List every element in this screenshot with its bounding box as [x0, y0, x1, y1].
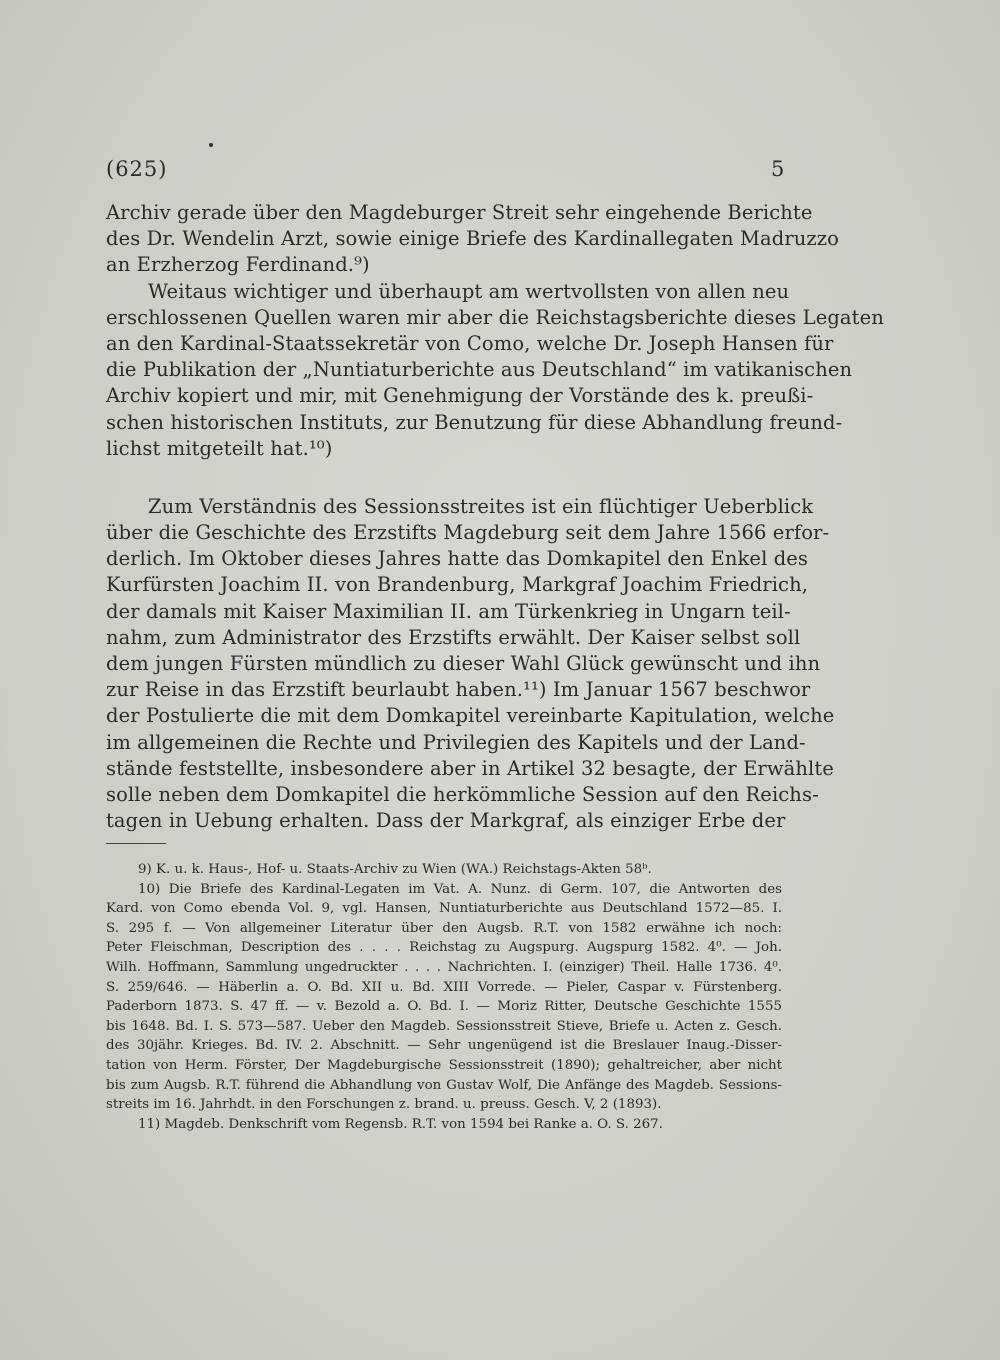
- text-line: schen historischen Instituts, zur Benutzung für diese Abhandlung freund-: [106, 410, 843, 434]
- text-line: zur Reise in das Erzstift beurlaubt haben.¹¹) Im Januar 1567 beschwor: [106, 678, 811, 702]
- footnote-line: tation von Herm. Förster, Der Magdeburgische Sessionsstreit (1890); gehaltreicher, aber nicht: [106, 1057, 782, 1073]
- text-line: dem jungen Fürsten mündlich zu dieser Wahl Glück gewünscht und ihn: [106, 652, 821, 675]
- text-line: des Dr. Wendelin Arzt, sowie einige Briefe des Kardinallegaten Madruzzo: [106, 227, 839, 251]
- text-line: solle neben dem Domkapitel die herkömmliche Session auf den Reichs-: [106, 782, 819, 806]
- text-line: an den Kardinal-Staatssekretär von Como, welche Dr. Joseph Hansen für: [106, 331, 834, 355]
- body-text: [106, 200, 884, 834]
- footnote-line: S. 259/646. — Häberlin a. O. Bd. XII u. Bd. XIII Vorrede. — Pieler, Caspar v. Fürstenberg.: [106, 979, 782, 995]
- footnotes: [106, 860, 782, 1134]
- text-line: lichst mitgeteilt hat.¹⁰): [106, 436, 333, 460]
- footnote-line: bis zum Augsb. R.T. führend die Abhandlung von Gustav Wolf, Die Anfänge des Magdeb. Sessions-: [106, 1077, 782, 1093]
- text-line: über die Geschichte des Erzstifts Magdeburg seit dem Jahre 1566 erfor-: [106, 521, 830, 545]
- paragraph-1: [106, 200, 839, 279]
- footnote-line: S. 295 f. — Von allgemeiner Literatur über den Augsb. R.T. von 1582 erwähne ich noch:: [106, 920, 782, 936]
- footnote-line: 9) K. u. k. Haus-, Hof- u. Staats-Archiv zu Wien (WA.) Reichstags-Akten 58ᵇ.: [138, 862, 652, 877]
- page-number: 5: [771, 157, 785, 181]
- footnote-divider: [106, 843, 166, 844]
- ink-speck: [209, 143, 213, 147]
- footnote-11: [106, 1115, 782, 1135]
- text-line: stände feststellte, insbesondere aber in Artikel 32 besagte, der Erwählte: [106, 756, 834, 780]
- text-line: Weitaus wichtiger und überhaupt am wertvollsten von allen neu: [148, 279, 790, 303]
- text-line: an Erzherzog Ferdinand.⁹): [106, 253, 370, 277]
- text-line: erschlossenen Quellen waren mir aber die Reichstagsberichte dieses Legaten: [106, 305, 884, 329]
- running-head-number: (625): [106, 157, 168, 181]
- text-line: im allgemeinen die Rechte und Privilegien des Kapitels und der Land-: [106, 730, 806, 754]
- footnote-line: streits im 16. Jahrhdt. in den Forschungen z. brand. u. preuss. Gesch. V, 2 (1893).: [106, 1097, 662, 1113]
- footnote-10: [106, 880, 782, 1115]
- footnote-line: Paderborn 1873. S. 47 ff. — v. Bezold a. O. Bd. I. — Moriz Ritter, Deutsche Geschichte 1555: [106, 999, 782, 1015]
- text-line: derlich. Im Oktober dieses Jahres hatte das Domkapitel den Enkel des: [106, 547, 809, 571]
- text-line: der damals mit Kaiser Maximilian II. am Türkenkrieg in Ungarn teil-: [106, 599, 791, 623]
- text-line: Zum Verständnis des Sessionsstreites ist ein flüchtiger Ueberblick: [148, 494, 814, 518]
- text-line: die Publikation der „Nuntiaturberichte aus Deutschland“ im vatikanischen: [106, 358, 853, 382]
- footnote-line: Wilh. Hoffmann, Sammlung ungedruckter . . . . Nachrichten. I. (einziger) Theil. Halle 1736. 4⁰.: [106, 959, 782, 975]
- text-line: tagen in Uebung erhalten. Dass der Markgraf, als einziger Erbe der: [106, 809, 786, 833]
- footnote-9: [106, 860, 782, 880]
- footnote-line: 11) Magdeb. Denkschrift vom Regensb. R.T. von 1594 bei Ranke a. O. S. 267.: [138, 1116, 663, 1132]
- paragraph-2: [106, 279, 884, 462]
- footnote-line: bis 1648. Bd. I. S. 573—587. Ueber den Magdeb. Sessionsstreit Stieve, Briefe u. Acten z. Gesch.: [106, 1018, 782, 1034]
- footnote-line: Kard. von Como ebenda Vol. 9, vgl. Hansen, Nuntiaturberichte aus Deutschland 1572—85. I.: [106, 901, 782, 917]
- text-line: Archiv kopiert und mir, mit Genehmigung der Vorstände des k. preußi-: [106, 384, 814, 408]
- text-line: Archiv gerade über den Magdeburger Streit sehr eingehende Berichte: [106, 201, 813, 224]
- footnote-line: Peter Fleischman, Description des . . . . Reichstag zu Augspurg. Augspurg 1582. 4⁰. — Joh.: [106, 940, 782, 956]
- paragraph-3: [106, 494, 835, 834]
- text-line: Kurfürsten Joachim II. von Brandenburg, Markgraf Joachim Friedrich,: [106, 573, 809, 597]
- text-line: nahm, zum Administrator des Erzstifts erwählt. Der Kaiser selbst soll: [106, 625, 801, 649]
- footnote-line: 10) Die Briefe des Kardinal-Legaten im Vat. A. Nunz. di Germ. 107, die Antworten des: [138, 881, 782, 897]
- text-line: der Postulierte die mit dem Domkapitel vereinbarte Kapitulation, welche: [106, 704, 835, 728]
- footnote-line: des 30jähr. Krieges. Bd. IV. 2. Abschnitt. — Sehr ungenügend ist die Breslauer Inaug.-Disser-: [106, 1038, 782, 1054]
